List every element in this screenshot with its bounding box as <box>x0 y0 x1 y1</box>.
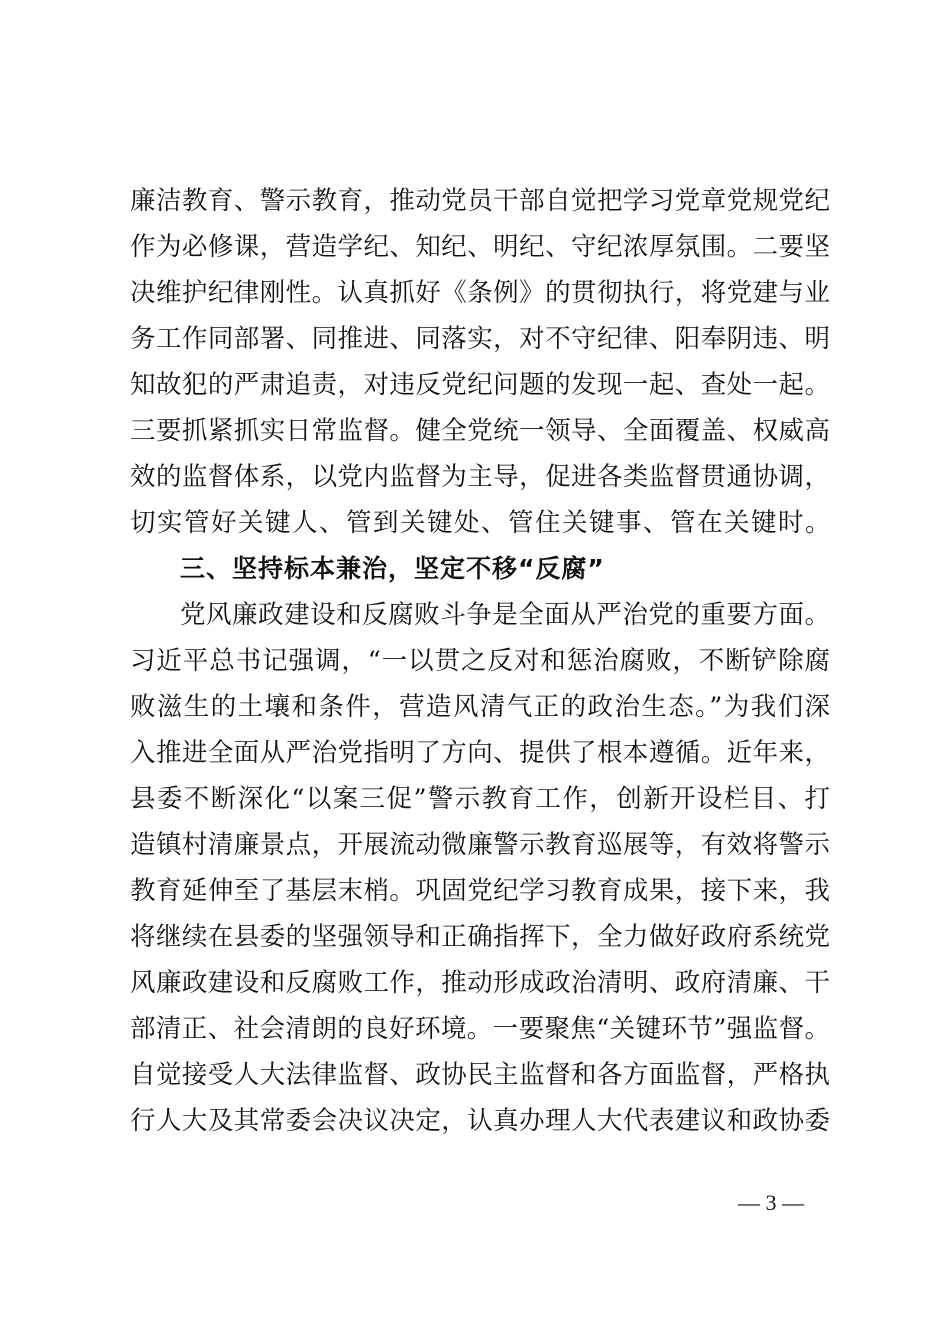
paragraph-line: 务工作同部署、同推进、同落实，对不守纪律、阳奉阴违、明 <box>130 324 830 354</box>
page-number: — 3 — <box>738 1190 804 1215</box>
section-heading: 三、坚持标本兼治，坚定不移“反腐” <box>180 554 605 583</box>
paragraph-line: 效的监督体系，以党内监督为主导，促进各类监督贯通协调， <box>130 462 830 492</box>
paragraph-line: 三要抓紧抓实日常监督。健全党统一领导、全面覆盖、权威高 <box>130 416 830 446</box>
paragraph-line: 部清正、社会清朗的良好环境。一要聚焦“关键环节”强监督。 <box>130 1014 830 1044</box>
paragraph-line: 作为必修课，营造学纪、知纪、明纪、守纪浓厚氛围。二要坚 <box>130 232 830 262</box>
paragraph-line: 入推进全面从严治党指明了方向、提供了根本遵循。近年来， <box>130 738 830 768</box>
paragraph-line: 行人大及其常委会决议决定，认真办理人大代表建议和政协委 <box>130 1106 830 1136</box>
paragraph-line: 县委不断深化“以案三促”警示教育工作，创新开设栏目、打 <box>130 784 830 814</box>
paragraph-line: 教育延伸至了基层末梢。巩固党纪学习教育成果，接下来，我 <box>130 876 830 906</box>
paragraph-line: 廉洁教育、警示教育，推动党员干部自觉把学习党章党规党纪 <box>130 186 830 216</box>
paragraph-line: 将继续在县委的坚强领导和正确指挥下，全力做好政府系统党 <box>130 922 830 952</box>
paragraph-line: 知故犯的严肃追责，对违反党纪问题的发现一起、查处一起。 <box>130 370 830 400</box>
paragraph-line: 风廉政建设和反腐败工作，推动形成政治清明、政府清廉、干 <box>130 968 830 998</box>
paragraph-line: 切实管好关键人、管到关键处、管住关键事、管在关键时。 <box>130 508 833 538</box>
paragraph-line: 党风廉政建设和反腐败斗争是全面从严治党的重要方面。 <box>180 600 830 630</box>
paragraph-line: 造镇村清廉景点，开展流动微廉警示教育巡展等，有效将警示 <box>130 830 830 860</box>
paragraph-line: 自觉接受人大法律监督、政协民主监督和各方面监督，严格执 <box>130 1060 830 1090</box>
paragraph-line: 败滋生的土壤和条件，营造风清气正的政治生态。”为我们深 <box>130 692 830 722</box>
paragraph-line: 习近平总书记强调，“一以贯之反对和惩治腐败，不断铲除腐 <box>130 646 830 676</box>
paragraph-line: 决维护纪律刚性。认真抓好《条例》的贯彻执行，将党建与业 <box>130 278 830 308</box>
